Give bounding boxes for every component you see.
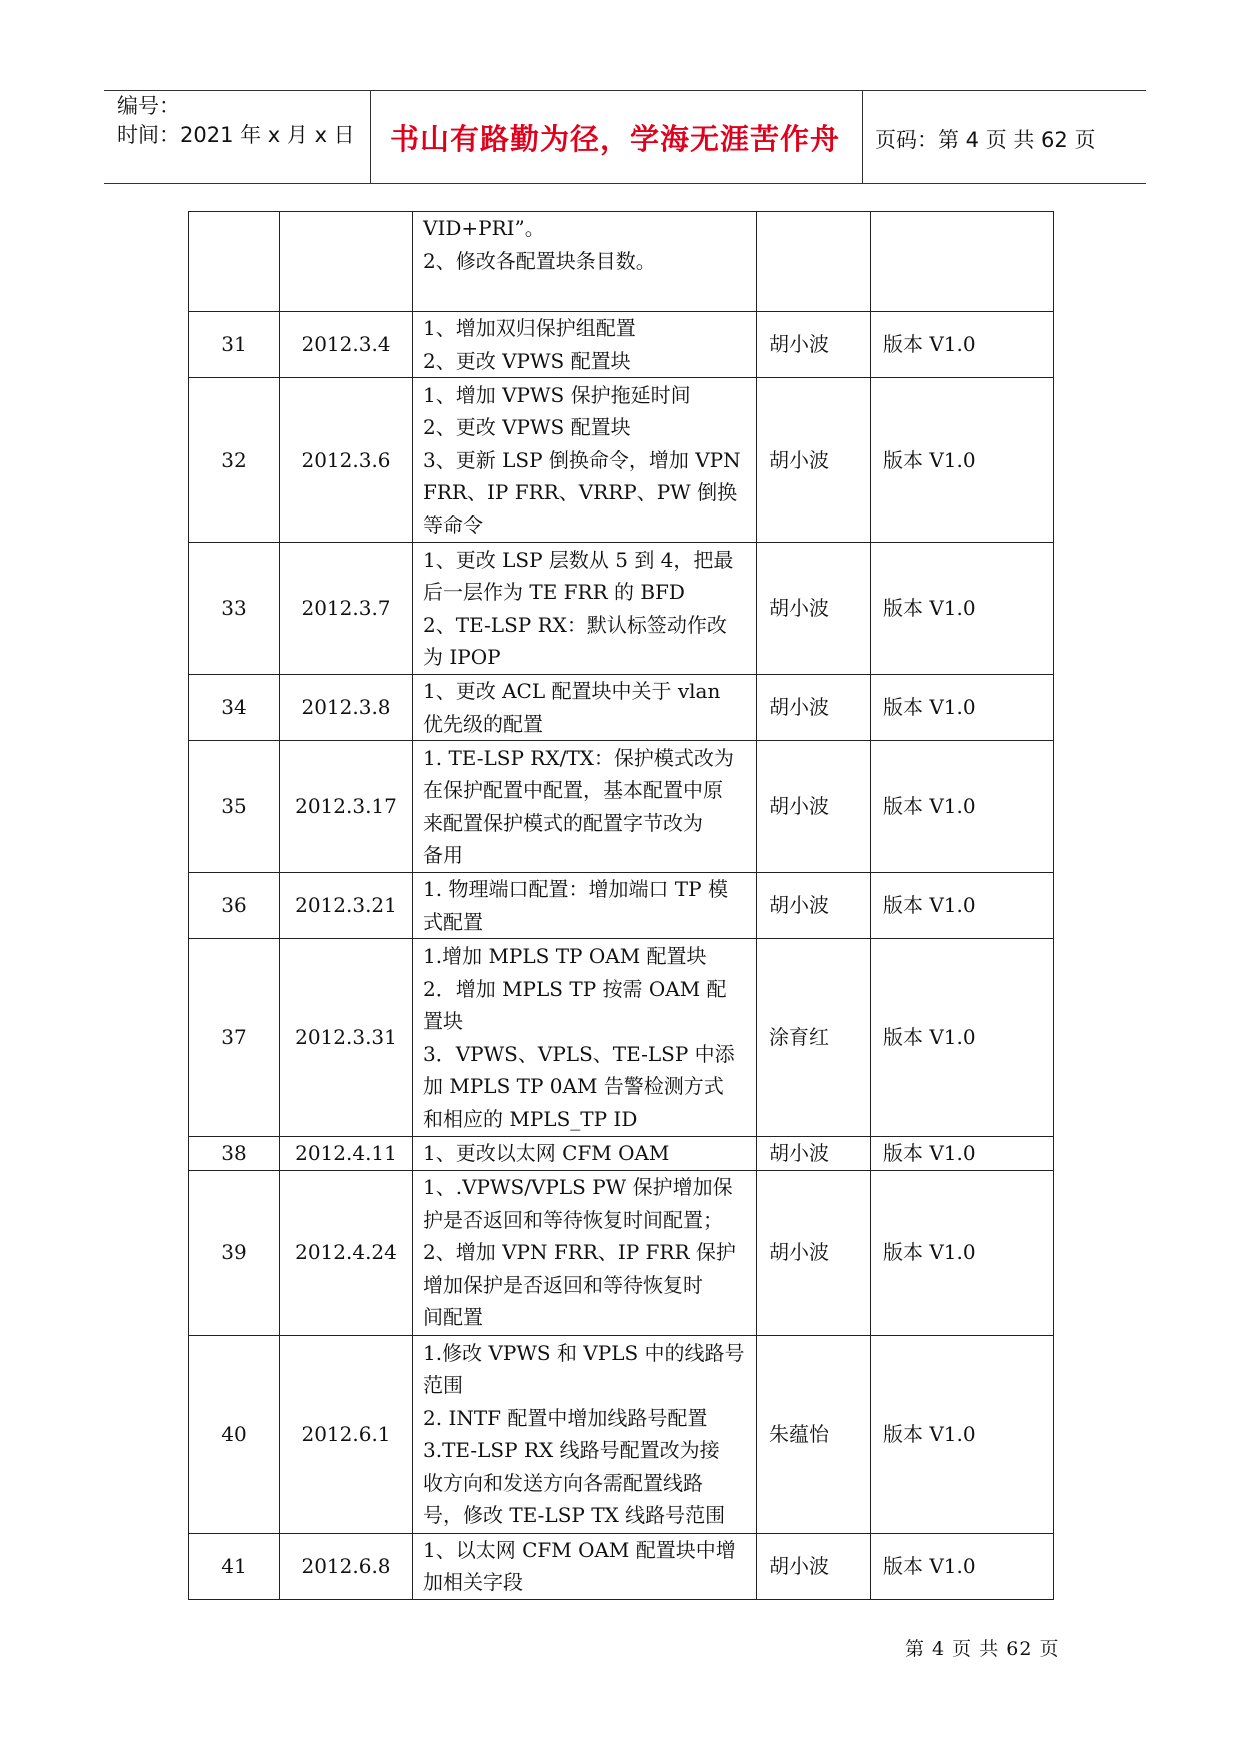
row-author: 胡小波 (757, 873, 871, 939)
row-author: 朱蕴怡 (757, 1335, 871, 1533)
row-date: 2012.3.17 (280, 741, 413, 873)
description-line: 1、增加 VPWS 保护拖延时间 (423, 382, 691, 407)
row-version: 版本 V1.0 (871, 1170, 1054, 1335)
description-line: 间配置 (423, 1305, 483, 1330)
description-line: 备用 (423, 843, 463, 867)
row-number: 37 (189, 939, 280, 1137)
description-line: 置块 (423, 1009, 463, 1033)
table-row (189, 1170, 1054, 1335)
description-line: 1、更改以太网 CFM OAM (423, 1141, 670, 1165)
description-line: 1、更改 ACL 配置块中关于 vlan (423, 679, 721, 703)
row-version: 版本 V1.0 (871, 741, 1054, 873)
row-date: 2012.6.1 (280, 1335, 413, 1533)
description-line: 2、更改 VPWS 配置块 (423, 348, 631, 373)
description-line: 为 IPOP (423, 645, 501, 669)
header-divider-right (862, 90, 863, 183)
header-bottom-rule (104, 183, 1146, 184)
number-label: 编号： (117, 94, 180, 118)
table-row (189, 939, 1054, 1137)
row-date: 2012.3.6 (280, 378, 413, 543)
description-line: 2、更改 VPWS 配置块 (423, 415, 631, 440)
row-version: 版本 V1.0 (871, 312, 1054, 378)
row-number: 41 (189, 1533, 280, 1599)
description-line: 后一层作为 TE FRR 的 BFD (423, 580, 685, 604)
description-line: 号，修改 TE-LSP TX 线路号范围 (423, 1503, 726, 1527)
row-number: 36 (189, 873, 280, 939)
row-description (413, 873, 757, 939)
description-line: 收方向和发送方向各需配置线路 (423, 1470, 703, 1495)
description-line: 和相应的 MPLS_TP ID (423, 1106, 638, 1131)
row-date: 2012.4.11 (280, 1137, 413, 1171)
description-line: 式配置 (423, 909, 483, 934)
row-number: 38 (189, 1137, 280, 1171)
row-description (413, 378, 757, 543)
description-line: FRR、IP FRR、VRRP、PW 倒换 (423, 480, 738, 505)
description-line: 增加保护是否返回和等待恢复时 (423, 1272, 703, 1297)
table-row (189, 543, 1054, 675)
table-row (189, 1533, 1054, 1599)
row-author: 胡小波 (757, 1533, 871, 1599)
row-number (189, 212, 280, 312)
header-page-info: 页码：第 4 页 共 62 页 (875, 128, 1096, 152)
description-line: 2. INTF 配置中增加线路号配置 (423, 1405, 708, 1430)
description-line: 等命令 (423, 512, 483, 537)
table-row (189, 873, 1054, 939)
row-date: 2012.3.21 (280, 873, 413, 939)
row-description (413, 212, 757, 312)
row-date: 2012.3.4 (280, 312, 413, 378)
row-description (413, 675, 757, 741)
row-version: 版本 V1.0 (871, 1335, 1054, 1533)
row-date: 2012.3.8 (280, 675, 413, 741)
row-version: 版本 V1.0 (871, 1137, 1054, 1171)
row-description (413, 1533, 757, 1599)
row-description (413, 543, 757, 675)
description-line: VID+PRI”。 (423, 216, 545, 240)
row-number: 31 (189, 312, 280, 378)
page-footer: 第 4 页 共 62 页 (905, 1638, 1060, 1660)
description-line: 1、更改 LSP 层数从 5 到 4，把最 (423, 547, 734, 572)
row-description (413, 312, 757, 378)
table-row (189, 1335, 1054, 1533)
table-row (189, 741, 1054, 873)
row-version: 版本 V1.0 (871, 873, 1054, 939)
row-author: 胡小波 (757, 378, 871, 543)
description-line: 范围 (423, 1373, 463, 1397)
row-date: 2012.3.7 (280, 543, 413, 675)
description-line: 来配置保护模式的配置字节改为 (423, 810, 703, 835)
description-line: 1. TE-LSP RX/TX：保护模式改为 (423, 745, 734, 770)
row-date: 2012.4.24 (280, 1170, 413, 1335)
row-author: 胡小波 (757, 1170, 871, 1335)
row-date: 2012.3.31 (280, 939, 413, 1137)
description-line: 3.TE-LSP RX 线路号配置改为接 (423, 1438, 720, 1462)
description-line: 2、修改各配置块条目数。 (423, 248, 656, 273)
table-row (189, 312, 1054, 378)
row-description (413, 1137, 757, 1171)
row-version (871, 212, 1054, 312)
row-author (757, 212, 871, 312)
description-line: 2、TE-LSP RX：默认标签动作改 (423, 612, 727, 637)
description-line: 1、增加双归保护组配置 (423, 316, 636, 340)
revision-table-body (189, 212, 1054, 1600)
header-meta (117, 92, 355, 150)
row-author: 胡小波 (757, 543, 871, 675)
row-author: 胡小波 (757, 1137, 871, 1171)
description-line: 1、以太网 CFM OAM 配置块中增 (423, 1537, 736, 1562)
row-author: 胡小波 (757, 312, 871, 378)
row-version: 版本 V1.0 (871, 378, 1054, 543)
row-version: 版本 V1.0 (871, 1533, 1054, 1599)
description-line: 加相关字段 (423, 1570, 523, 1594)
table-row (189, 675, 1054, 741)
row-version: 版本 V1.0 (871, 543, 1054, 675)
table-row (189, 1137, 1054, 1171)
description-line: 1.修改 VPWS 和 VPLS 中的线路号 (423, 1340, 745, 1365)
row-version: 版本 V1.0 (871, 675, 1054, 741)
row-number: 40 (189, 1335, 280, 1533)
description-line: 3、更新 LSP 倒换命令，增加 VPN (423, 447, 741, 472)
row-number: 39 (189, 1170, 280, 1335)
row-date (280, 212, 413, 312)
row-version: 版本 V1.0 (871, 939, 1054, 1137)
description-line: 2、增加 VPN FRR、IP FRR 保护 (423, 1240, 736, 1265)
row-author: 胡小波 (757, 741, 871, 873)
time-label: 时间：2021 年 x 月 x 日 (117, 123, 355, 147)
description-line: 护是否返回和等待恢复时间配置； (423, 1207, 723, 1232)
row-description (413, 741, 757, 873)
table-row (189, 378, 1054, 543)
row-number: 32 (189, 378, 280, 543)
row-number: 33 (189, 543, 280, 675)
row-number: 34 (189, 675, 280, 741)
row-number: 35 (189, 741, 280, 873)
description-line: 2．增加 MPLS TP 按需 OAM 配 (423, 976, 727, 1001)
description-line: 1、.VPWS/VPLS PW 保护增加保 (423, 1175, 733, 1200)
revision-table (188, 211, 1054, 1600)
description-line: 1.增加 MPLS TP OAM 配置块 (423, 944, 707, 968)
row-description (413, 939, 757, 1137)
row-author: 胡小波 (757, 675, 871, 741)
description-line: 1. 物理端口配置：增加端口 TP 模 (423, 877, 728, 901)
table-row (189, 212, 1054, 312)
description-line: 3．VPWS、VPLS、TE-LSP 中添 (423, 1041, 735, 1066)
description-line: 优先级的配置 (423, 711, 543, 736)
row-date: 2012.6.8 (280, 1533, 413, 1599)
description-line: 在保护配置中配置，基本配置中原 (423, 778, 723, 802)
row-author: 涂育红 (757, 939, 871, 1137)
row-description (413, 1170, 757, 1335)
header-motto: 书山有路勤为径，学海无涯苦作舟 (389, 122, 840, 156)
description-line: 加 MPLS TP 0AM 告警检测方式 (423, 1074, 724, 1098)
row-description (413, 1335, 757, 1533)
description-line (423, 277, 748, 310)
header-top-rule (104, 90, 1146, 91)
